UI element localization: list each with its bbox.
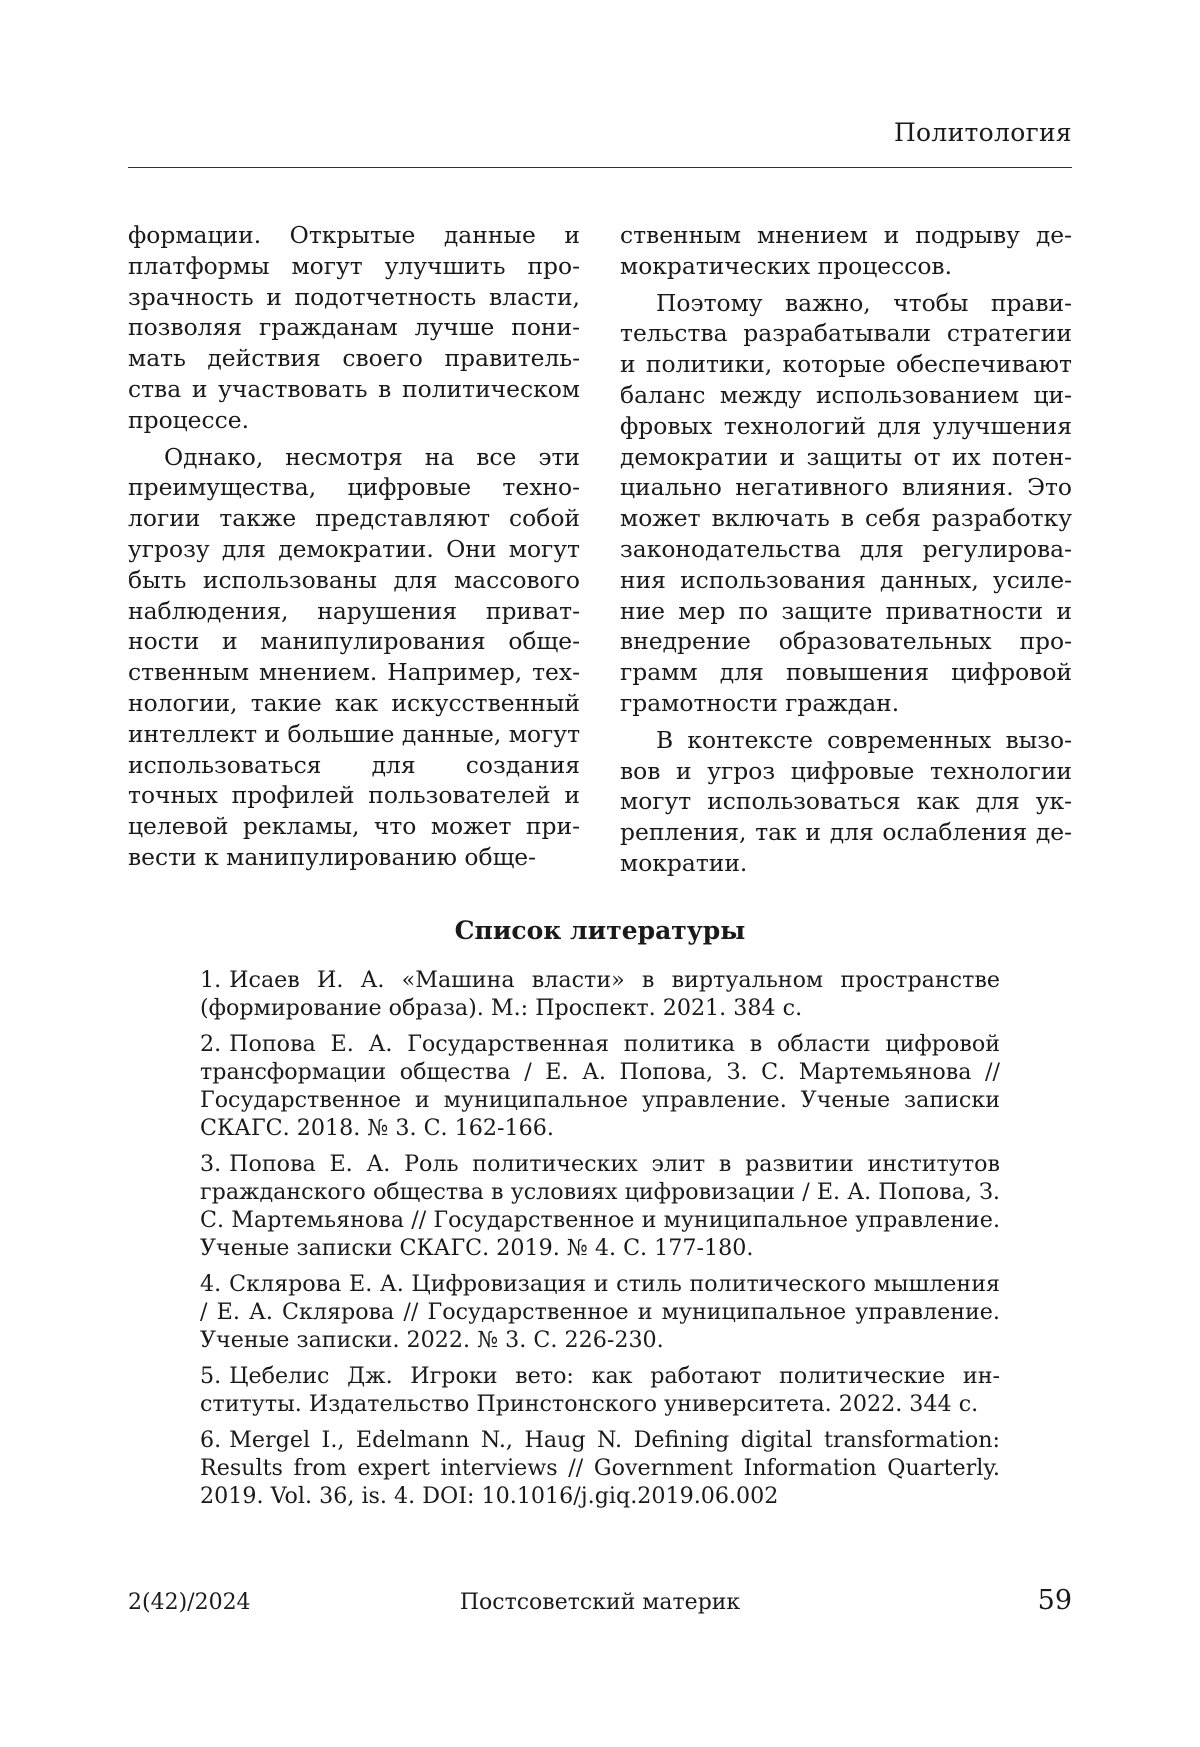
left-column [128, 220, 580, 879]
paragraph: Поэтому важно, чтобы правительства разрабатывали стратегии и политики, которые обеспечивают баланс между использованием цифровых технологий для улучшения демократии и защиты от их потенциально негативного влияния. Это может включать в себя разработку законодательства для регулирования использования данных, усиление мер по защите приватности и внедрение образовательных программ для повышения цифровой грамотности граждан. [620, 288, 1072, 717]
paragraph: Однако, несмотря на все эти преимущества, цифровые технологии также представляют собой угрозу для демократии. Они могут быть использованы для массового наблюдения, нарушения приватности и манипулирования общественным мнением. Например, технологии, такие как искусственный интеллект и большие данные, могут использоваться для создания точных профилей пользователей и целевой рекламы, что может привести к манипулированию обще- [128, 442, 581, 871]
reference-item [200, 1362, 1000, 1418]
header-rule [128, 167, 1072, 168]
reference-number: 5. [200, 1363, 222, 1389]
reference-number: 1. [200, 967, 222, 993]
reference-text: Попова Е. А. Государственная политика в области цифровой трансформации общества / Е. А. Попова, З. С. Мартемьянова // Государственное и муниципальное управление. Ученые записки СКАГС. 2018. № 3. С. 162-166. [200, 1031, 1000, 1141]
reference-number: 4. [200, 1271, 222, 1297]
reference-number: 6. [200, 1427, 222, 1453]
reference-text: Исаев И. А. «Машина власти» в виртуальном пространстве (формирование образа). М.: Проспект. 2021. 384 с. [200, 967, 1000, 1021]
paragraph: В контексте современных вызовов и угроз цифровые технологии могут использоваться как для укрепления, так и для ослабления демократии. [620, 725, 1072, 877]
page-number: 59 [1037, 1585, 1072, 1616]
running-head: Политология [893, 118, 1072, 147]
reference-item [200, 1270, 1000, 1354]
reference-text: Mergel I., Edelmann N., Haug N. Defining digital transformation: Results from expert interviews // Government Information Quarterly. 2019. Vol. 36, is. 4. DOI: 10.1016/j.giq.2019.06.002 [200, 1427, 1000, 1509]
reference-text: Попова Е. А. Роль политических элит в развитии институтов гражданского общества в условиях цифровизации / Е. А. Попова, З. С. Мартемьянова // Государственное и муниципальное управление. Ученые записки СКАГС. 2019. № 4. С. 177-180. [200, 1151, 1000, 1261]
paragraph: формации. Открытые данные и платформы могут улучшить прозрачность и подотчетность власти, позволяя гражданам лучше понимать действия своего правительства и участвовать в политическом процессе. [128, 221, 580, 434]
right-column [620, 220, 1072, 879]
footer-journal-title: Постсоветский материк [459, 1590, 741, 1615]
reference-item [200, 1150, 1000, 1262]
reference-number: 2. [200, 1031, 222, 1057]
footer-issue: 2(42)/2024 [128, 1590, 251, 1615]
paragraph: ственным мнением и подрыву демократических процессов. [620, 221, 1072, 280]
reference-text: Склярова Е. А. Цифровизация и стиль политического мышления / Е. А. Склярова // Государственное и муниципальное управление. Ученые записки. 2022. № 3. С. 226-230. [200, 1271, 1000, 1353]
references-title: Список литературы [454, 916, 746, 945]
reference-item [200, 1426, 1000, 1510]
reference-item [200, 966, 1000, 1022]
reference-number: 3. [200, 1151, 222, 1177]
references-list [200, 966, 1000, 1518]
reference-item [200, 1030, 1000, 1142]
body-columns [128, 220, 1072, 879]
reference-text: Цебелис Дж. Игроки вето: как работают политические институты. Издательство Принстонского университета. 2022. 344 с. [200, 1363, 1000, 1417]
